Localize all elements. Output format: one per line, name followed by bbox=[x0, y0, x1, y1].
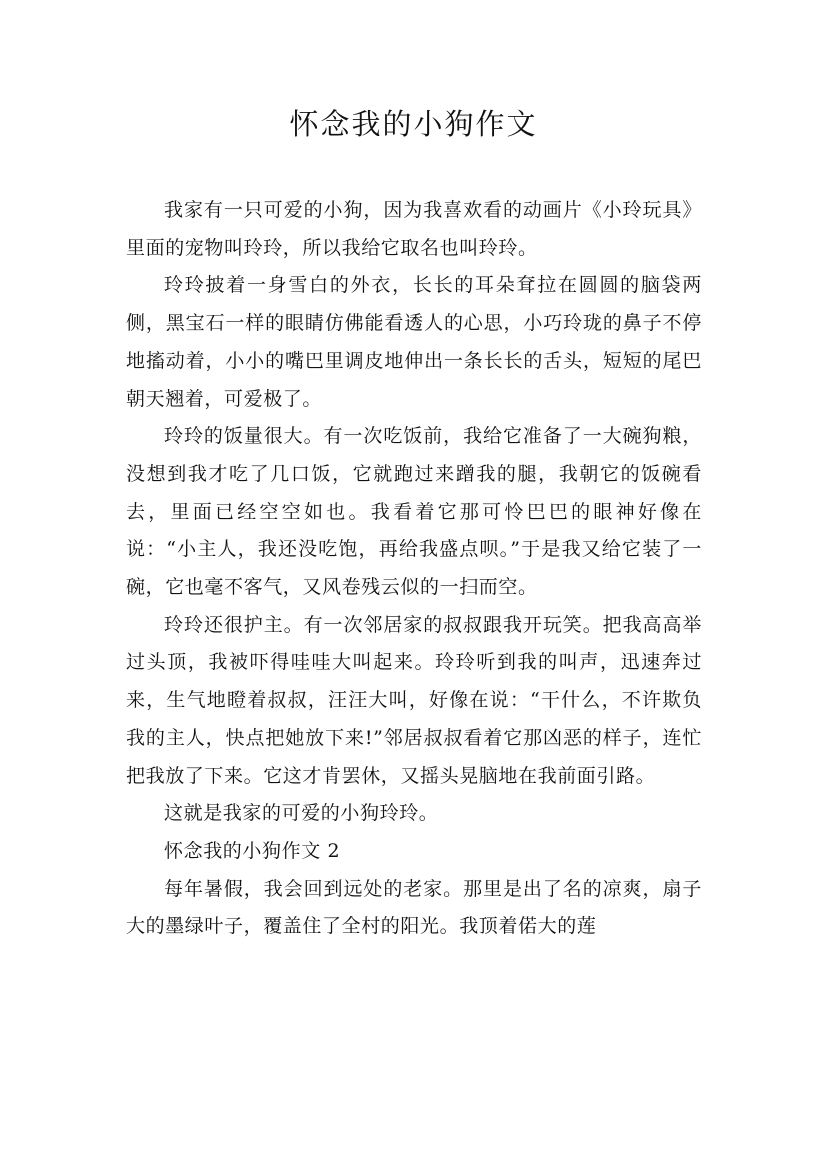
paragraph-appearance: 玲玲披着一身雪白的外衣，长长的耳朵耷拉在圆圆的脑袋两侧，黑宝石一样的眼睛仿佛能看透人的心思，小巧玲珑的鼻子不停地搐动着，小小的嘴巴里调皮地伸出一条长长的舌头，短短的尾巴朝天翘着，可爱极了。 bbox=[126, 274, 702, 410]
paragraph-appetite: 玲玲的饭量很大。有一次吃饭前，我给它准备了一大碗狗粮，没想到我才吃了几口饭，它就跑过来蹭我的腿，我朝它的饭碗看去，里面已经空空如也。我看着它那可怜巴巴的眼神好像在说：“小主人，我还没吃饱，再给我盛点呗。”于是我又给它装了一碗，它也毫不客气，又风卷残云似的一扫而空。 bbox=[126, 425, 702, 599]
document-body bbox=[126, 192, 702, 946]
paragraph-conclusion: 这就是我家的可爱的小狗玲玲。 bbox=[164, 802, 439, 825]
section-heading-essay-2: 怀念我的小狗作文 2 bbox=[164, 839, 341, 862]
paragraph-protective: 玲玲还很护主。有一次邻居家的叔叔跟我开玩笑。把我高高举过头顶，我被吓得哇哇大叫起来。玲玲听到我的叫声，迅速奔过来，生气地瞪着叔叔，汪汪大叫，好像在说：“干什么，不许欺负我的主人，快点把她放下来!”邻居叔叔看着它那凶恶的样子，连忙把我放了下来。它这才肯罢休，又摇头晃脑地在我前面引路。 bbox=[126, 613, 702, 787]
paragraph-summer: 每年暑假，我会回到远处的老家。那里是出了名的凉爽，扇子大的墨绿叶子，覆盖住了全村的阳光。我顶着偌大的莲 bbox=[126, 877, 702, 938]
document-title: 怀念我的小狗作文 bbox=[289, 107, 538, 141]
paragraph-intro: 我家有一只可爱的小狗，因为我喜欢看的动画片《小玲玩具》里面的宠物叫玲玲，所以我给它取名也叫玲玲。 bbox=[126, 199, 702, 259]
